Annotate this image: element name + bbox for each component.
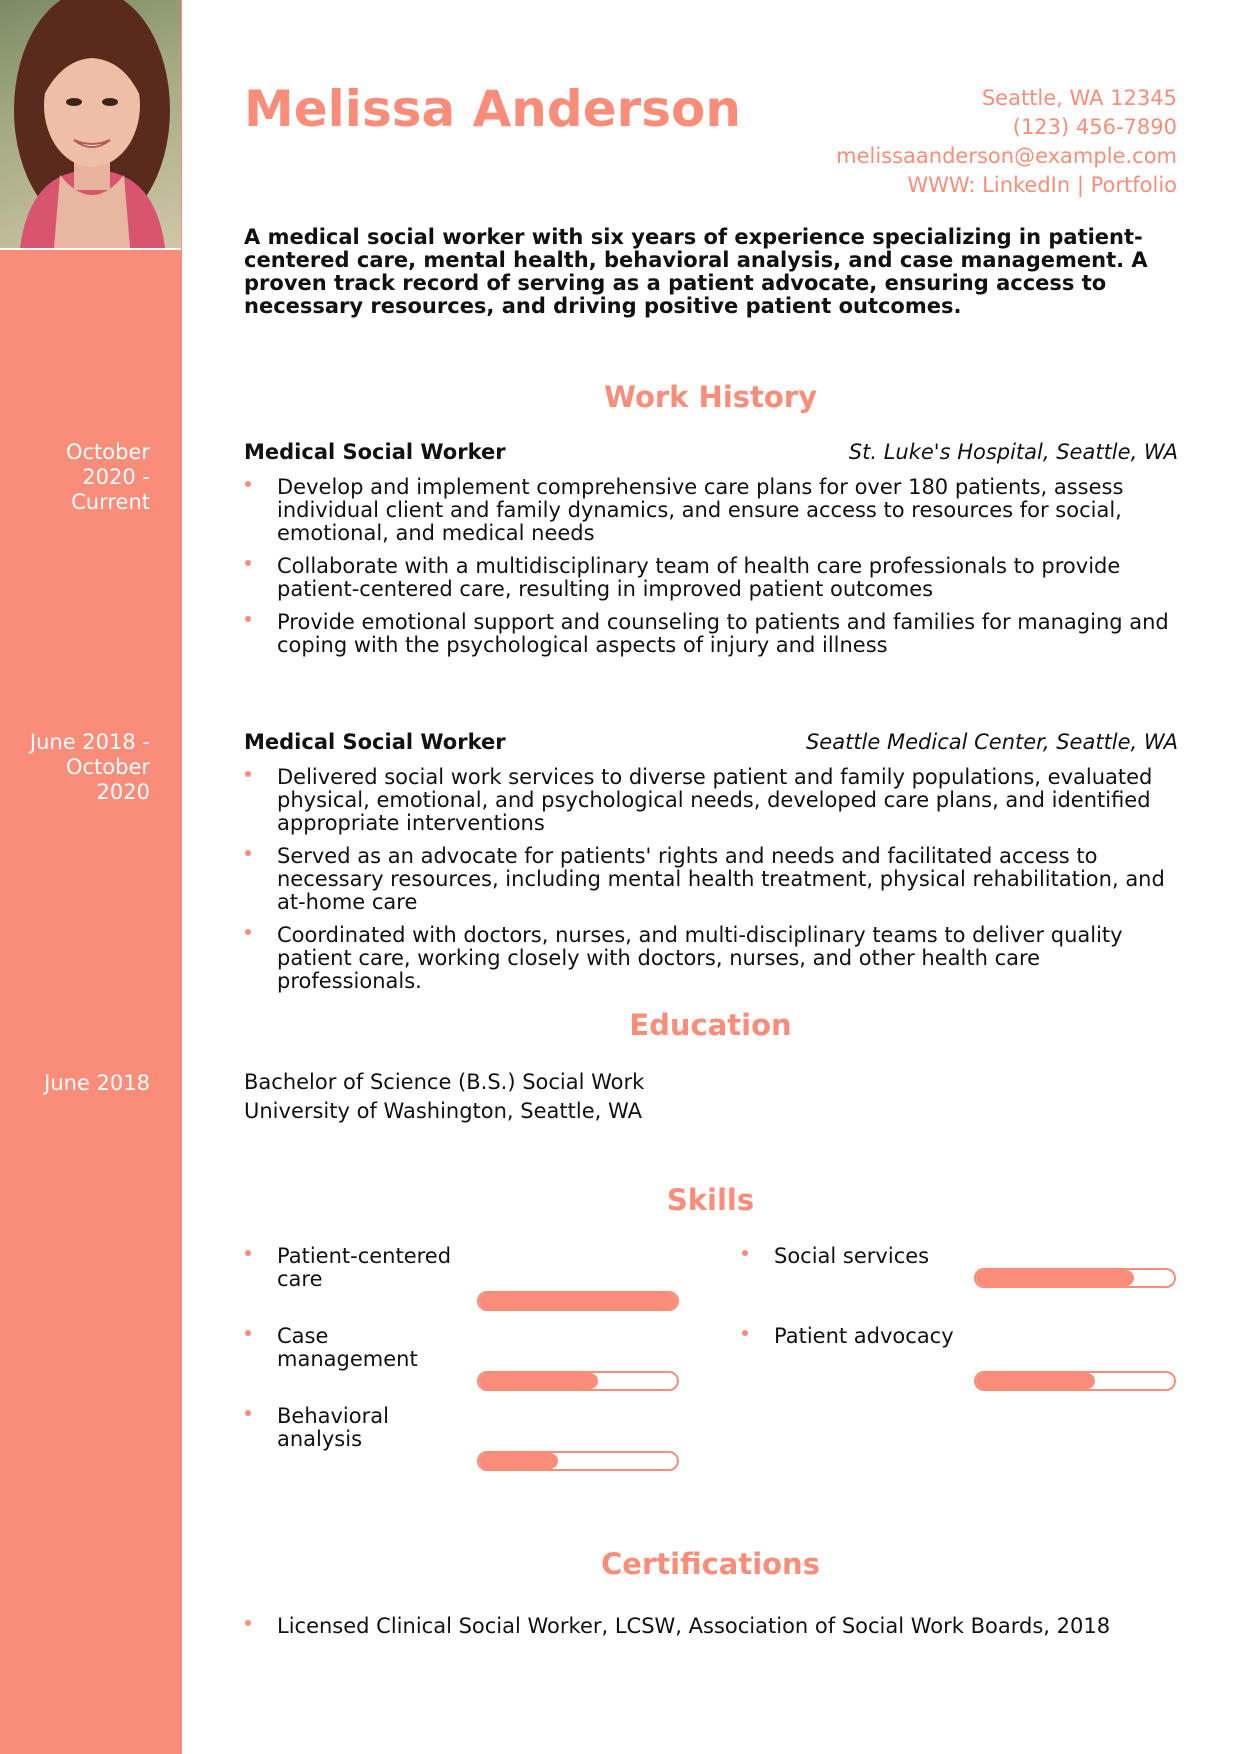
- education-entry: [244, 1068, 644, 1126]
- job-duties: [244, 476, 1178, 657]
- degree: Bachelor of Science (B.S.) Social Work: [244, 1070, 645, 1094]
- skill-name: Patient-centered care: [277, 1245, 457, 1291]
- candidate-name: Melissa Anderson: [244, 80, 741, 138]
- certification-item: Licensed Clinical Social Worker, LCSW, Association of Social Work Boards, 2018: [244, 1615, 1178, 1638]
- duty-item: Coordinated with doctors, nurses, and multi-disciplinary teams to deliver quality patient care, working closely with doctors, nurses, and other health care professionals.: [244, 924, 1178, 993]
- skill-name: Behavioral analysis: [277, 1405, 457, 1451]
- skill-level-fill: [976, 1373, 1095, 1389]
- skill-level-fill: [479, 1373, 598, 1389]
- skill-level-bar: [477, 1291, 679, 1311]
- contact-phone: (123) 456-7890: [1012, 115, 1177, 139]
- duty-item: Served as an advocate for patients' rights and needs and facilitated access to necessary resources, including mental health treatment, physical rehabilitation, and at-home care: [244, 845, 1178, 914]
- job-entry: [244, 730, 1178, 1003]
- skill-item: [244, 1405, 678, 1471]
- certifications-heading: Certifications: [601, 1547, 820, 1581]
- contact-block: [836, 84, 1177, 200]
- certifications-list: [244, 1607, 1178, 1648]
- sidebar: [0, 0, 182, 1754]
- skill-name: Case management: [277, 1325, 457, 1371]
- skill-level-bar: [477, 1371, 679, 1391]
- job-title: Medical Social Worker: [244, 440, 506, 464]
- skill-item: [741, 1245, 1175, 1311]
- job-employer: St. Luke's Hospital, Seattle, WA: [848, 440, 1178, 464]
- skill-item: [244, 1325, 678, 1391]
- skill-level-fill: [479, 1453, 558, 1469]
- duty-item: Collaborate with a multidisciplinary team of health care professionals to provide patient-centered care, resulting in improved patient outcomes: [244, 555, 1178, 601]
- job-1-dates: October 2020 - Current: [65, 440, 150, 514]
- skill-level-fill: [479, 1293, 677, 1309]
- contact-location: Seattle, WA 12345: [981, 86, 1177, 110]
- professional-summary: A medical social worker with six years of experience specializing in patient-centered care, mental health, behavioral analysis, and case management. A proven track record of serving as a patient advocate, ensuring access to necessary resources, and driving positive patient outcomes.: [244, 225, 1148, 318]
- education-heading: Education: [629, 1008, 792, 1042]
- skill-level-bar: [974, 1371, 1176, 1391]
- skill-level-bar: [477, 1451, 679, 1471]
- duty-item: Delivered social work services to diverse patient and family populations, evaluated physical, emotional, and psychological needs, developed care plans, and identified appropriate interventions: [244, 766, 1178, 835]
- certification-bullets: [244, 1615, 1178, 1638]
- skill-level-fill: [976, 1270, 1134, 1286]
- skills-heading: Skills: [666, 1183, 755, 1217]
- skill-level-bar: [974, 1268, 1176, 1288]
- skill-item: [244, 1245, 678, 1311]
- skill-name: Social services: [774, 1245, 954, 1268]
- contact-email: melissaanderson@example.com: [836, 144, 1177, 168]
- duty-item: Develop and implement comprehensive care plans for over 180 patients, assess individual client and family dynamics, and ensure access to resources for social, emotional, and medical needs: [244, 476, 1178, 545]
- profile-photo: [0, 0, 181, 250]
- work-history-heading: Work History: [603, 380, 818, 414]
- education-date: June 2018: [44, 1071, 150, 1095]
- skill-item: [741, 1325, 1175, 1391]
- job-entry: [244, 440, 1178, 667]
- skill-name: Patient advocacy: [774, 1324, 954, 1348]
- contact-web: WWW: LinkedIn | Portfolio: [907, 173, 1177, 197]
- job-duties: [244, 766, 1178, 993]
- school: University of Washington, Seattle, WA: [244, 1099, 642, 1123]
- job-employer: Seattle Medical Center, Seattle, WA: [805, 730, 1178, 754]
- job-title: Medical Social Worker: [244, 730, 506, 754]
- job-2-dates: June 2018 - October 2020: [29, 730, 150, 804]
- duty-item: Provide emotional support and counseling to patients and families for managing and coping with the psychological aspects of injury and illness: [244, 611, 1178, 657]
